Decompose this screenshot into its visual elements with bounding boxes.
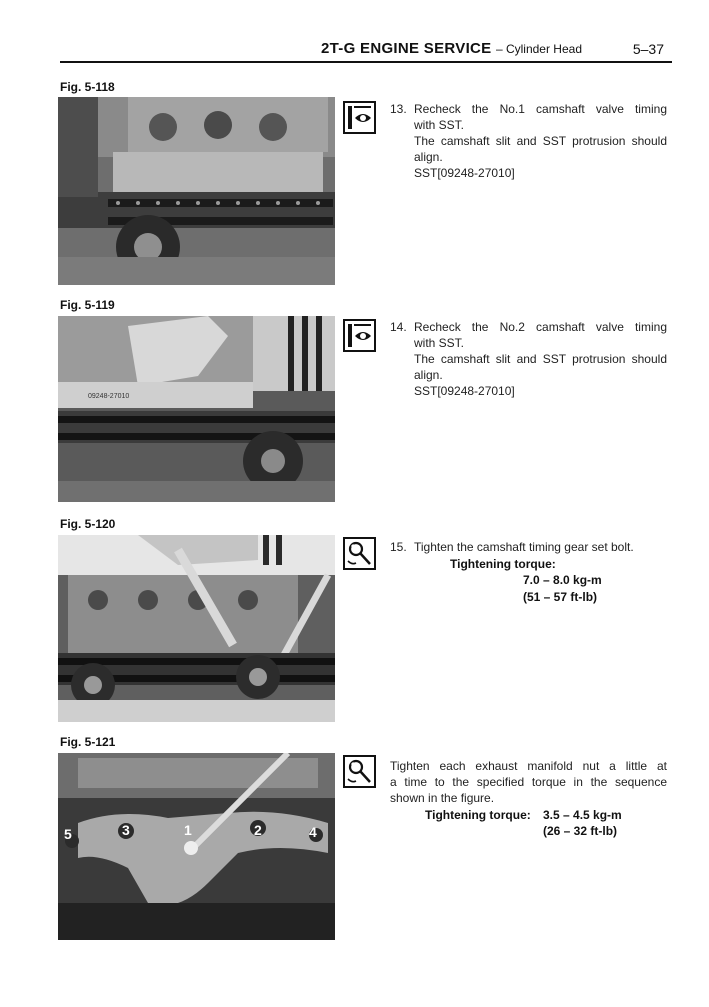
- instruction-line: Tighten each exhaust manifold nut a little at: [390, 759, 667, 773]
- step-14-text: [390, 319, 667, 399]
- page-header: [60, 38, 670, 60]
- figure-photo: [58, 316, 335, 502]
- inspect-eye-icon: [343, 101, 376, 134]
- torque-wrench-icon: [343, 537, 376, 570]
- page-number: 5–37: [632, 41, 664, 57]
- step-line: The camshaft slit and SST protrusion should: [414, 134, 667, 148]
- instruction-line: shown in the figure.: [390, 791, 495, 805]
- figure-photo: [58, 97, 335, 285]
- step-13-text: [390, 101, 667, 181]
- step-line: with SST.: [414, 336, 465, 350]
- nut-sequence-number: 5: [64, 826, 72, 842]
- step-15-text: [390, 539, 667, 555]
- section-title: 2T-G ENGINE SERVICE – Cylinder Head: [321, 40, 582, 57]
- step-number: 15.: [390, 540, 407, 554]
- figure-photo: [58, 535, 335, 722]
- step-number: 14.: [390, 320, 407, 334]
- sst-tool-marking: 09248-27010: [88, 393, 130, 400]
- step-line: The camshaft slit and SST protrusion should: [414, 352, 667, 366]
- instruction-line: a time to the specified torque in the sequence: [390, 775, 667, 789]
- step-line: with SST.: [414, 118, 465, 132]
- header-rule: [60, 61, 672, 63]
- figure-label: Fig. 5-120: [60, 517, 116, 531]
- manifold-instruction: [390, 758, 667, 806]
- figure-label: Fig. 5-119: [60, 298, 115, 312]
- sst-number: SST[09248-27010]: [414, 166, 515, 180]
- torque-label: Tightening torque:: [425, 808, 531, 822]
- inspect-eye-icon: [343, 319, 376, 352]
- torque-value-metric: 3.5 – 4.5 kg-m: [543, 808, 622, 822]
- torque-label: Tightening torque:: [450, 557, 556, 571]
- nut-sequence-number: 4: [309, 824, 317, 840]
- section-subtitle: – Cylinder Head: [495, 42, 582, 56]
- nut-sequence-number: 1: [184, 822, 192, 838]
- figure-label: Fig. 5-118: [60, 80, 115, 94]
- figure-label: Fig. 5-121: [60, 735, 116, 749]
- torque-value-imperial: (26 – 32 ft-lb): [543, 824, 618, 838]
- torque-wrench-icon: [343, 755, 376, 788]
- step-line: align.: [414, 150, 443, 164]
- step-number: 13.: [390, 102, 407, 116]
- step-line: Recheck the No.2 camshaft valve timing: [414, 320, 667, 334]
- step-line: align.: [414, 368, 443, 382]
- step-line: Tighten the camshaft timing gear set bolt.: [414, 540, 634, 554]
- step-line: Recheck the No.1 camshaft valve timing: [414, 102, 667, 116]
- sst-number: SST[09248-27010]: [414, 384, 515, 398]
- torque-value-imperial: (51 – 57 ft-lb): [523, 590, 598, 604]
- nut-sequence-number: 3: [122, 822, 130, 838]
- figure-photo: [58, 753, 335, 940]
- torque-value-metric: 7.0 – 8.0 kg-m: [523, 573, 602, 587]
- nut-sequence-number: 2: [254, 822, 262, 838]
